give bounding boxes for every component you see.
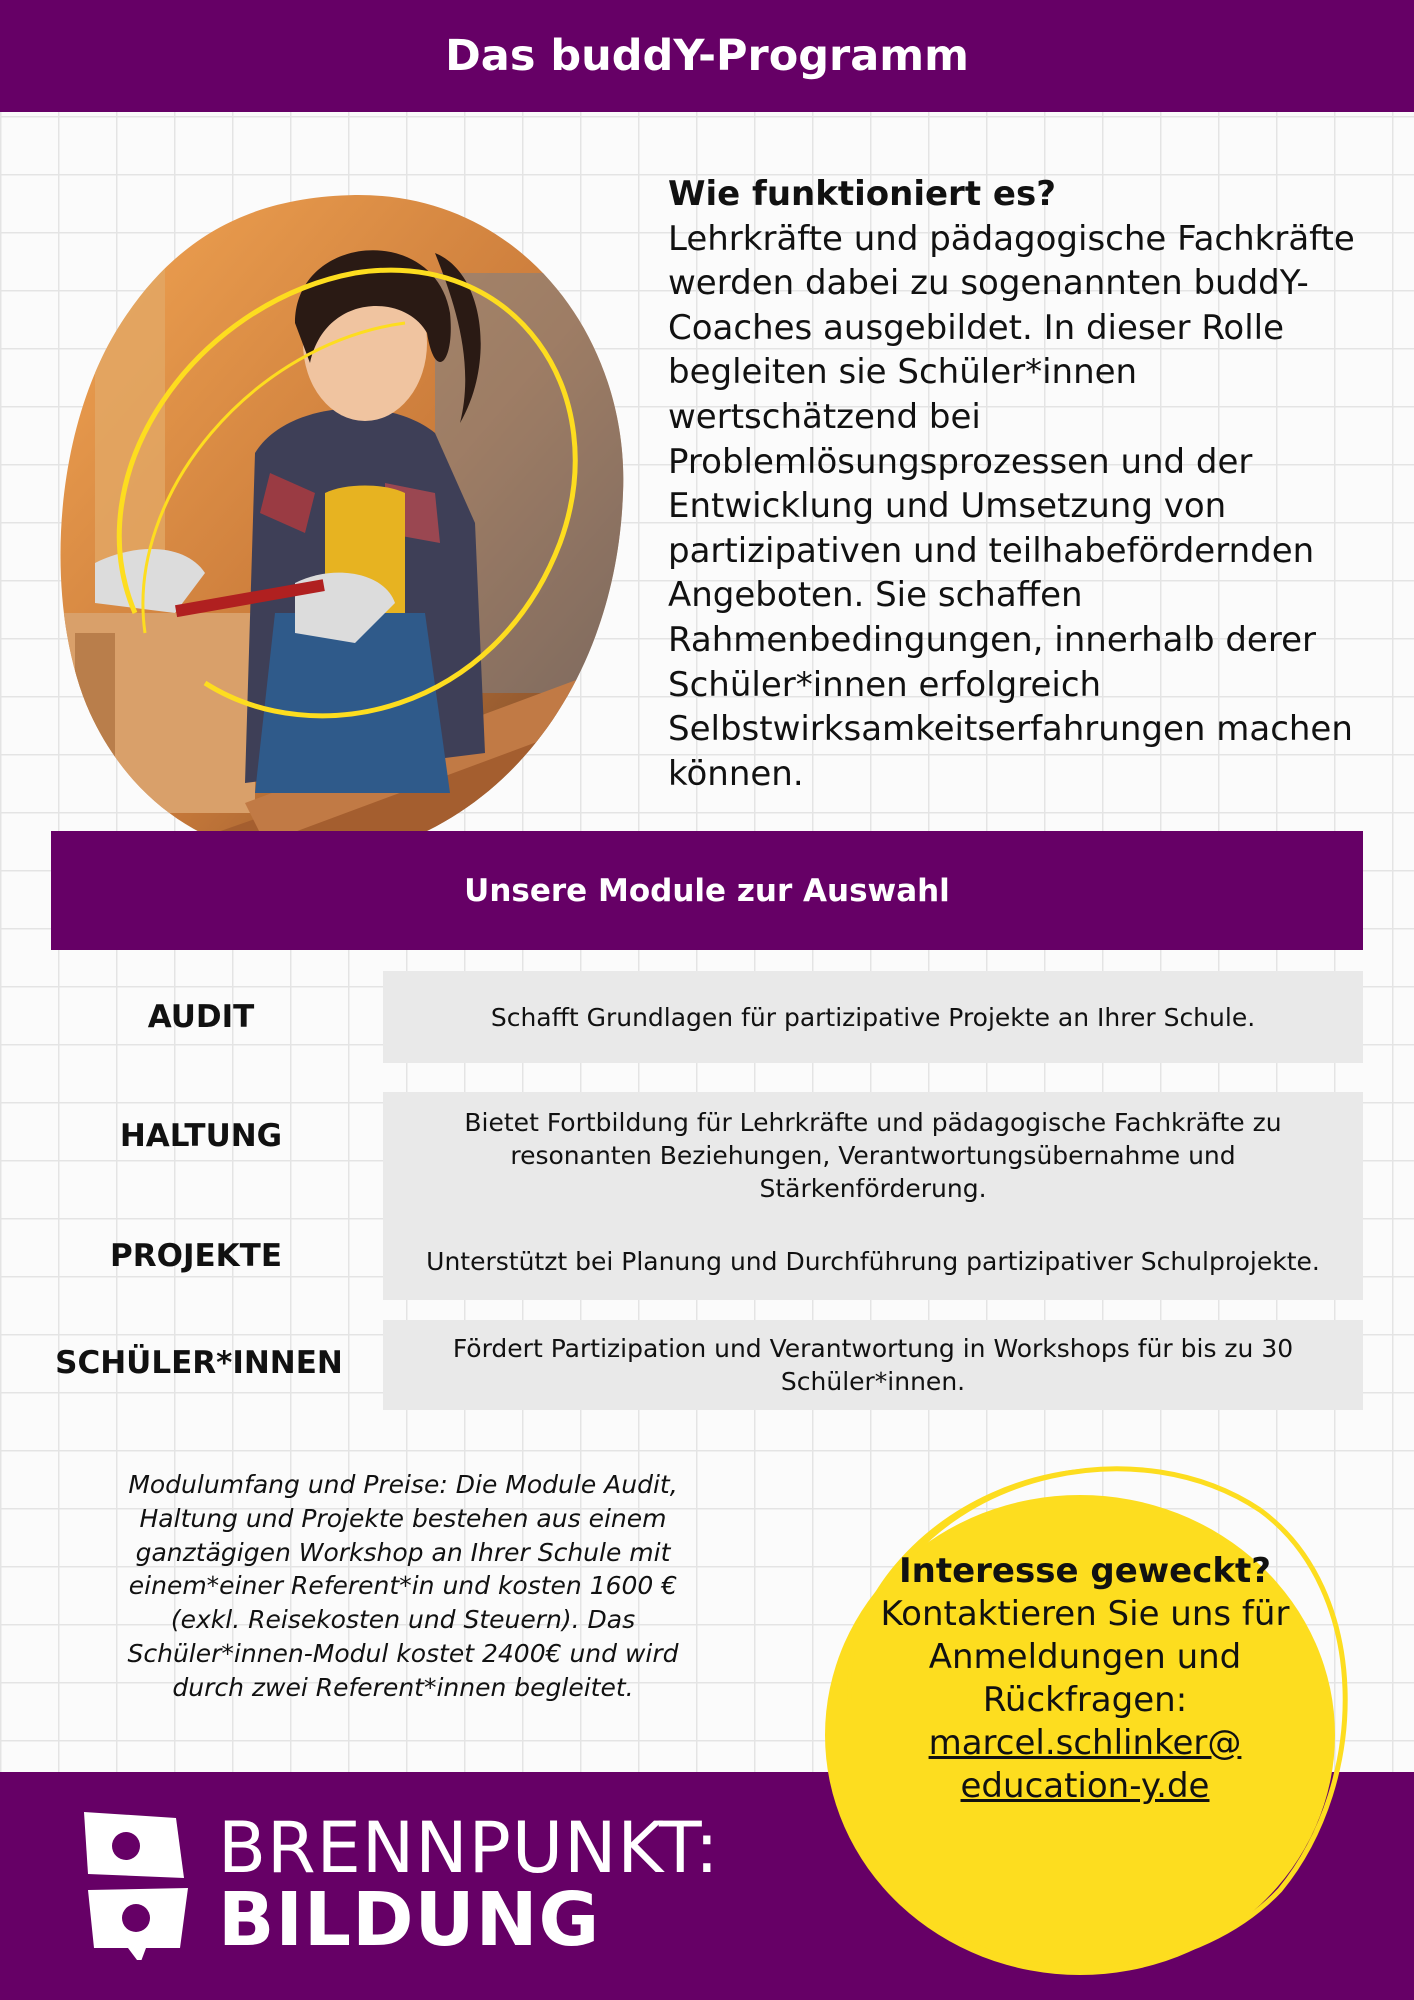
workshop-photo (55, 193, 627, 861)
contact-block (860, 1550, 1310, 1808)
brennpunkt-logo-icon (80, 1808, 192, 1960)
module-label-haltung: HALTUNG (119, 1118, 283, 1154)
intro-text-block (668, 172, 1368, 796)
module-description-schuelerinnen: Fördert Partizipation und Verantwortung in Workshops für bis zu 30 Schüler*innen. (383, 1320, 1363, 1410)
header-bar (0, 0, 1414, 112)
module-description-haltung: Bietet Fortbildung für Lehrkräfte und pädagogische Fachkräfte zu resonanten Beziehungen, Verantwortungsübernahme und Stärkenförderung. (383, 1092, 1363, 1300)
pricing-note: Modulumfang und Preise: Die Module Audit, Haltung und Projekte bestehen aus einem ganztägigen Workshop an Ihrer Schule mit einem*einer Referent*in und kosten 1600 € (exkl. Reisekosten und Steuern). Das Schüler*innen-Modul kostet 2400€ und wird durch zwei Referent*innen begleitet. (127, 1470, 679, 1702)
intro-text: Lehrkräfte und pädagogische Fachkräfte werden dabei zu sogenannten buddY-Coaches ausgebildet. In dieser Rolle begleiten sie Schüler*innen wertschätzend bei Problemlösungsprozessen und der Entwicklung und Umsetzung von partizipativen und teilhabefördernden Angeboten. Sie schaffen Rahmenbedingungen, innerhalb derer Schüler*innen erfolgreich Selbstwirksamkeitserfahrungen machen können. (668, 218, 1355, 794)
intro-question: Wie funktioniert es? (668, 174, 1056, 214)
contact-email-part1: marcel.schlinker@ (928, 1723, 1242, 1763)
module-description-projekte: Unterstützt bei Planung und Durchführung partizipativer Schulprojekte. (426, 1246, 1320, 1276)
modules-heading: Unsere Module zur Auswahl (464, 872, 950, 909)
contact-heading: Interesse geweckt? (899, 1551, 1271, 1591)
module-label-audit: AUDIT (147, 999, 255, 1035)
module-description-audit: Schafft Grundlagen für partizipative Projekte an Ihrer Schule. (383, 971, 1363, 1063)
module-label-projekte: PROJEKTE (110, 1238, 282, 1274)
page-title: Das buddY-Programm (445, 31, 969, 81)
contact-email-link[interactable] (929, 1723, 1242, 1806)
contact-text: Kontaktieren Sie uns für Anmeldungen und Rückfragen: (880, 1594, 1290, 1720)
brand-line-1: BRENNPUNKT: (218, 1807, 720, 1889)
modules-heading-band (51, 831, 1363, 950)
module-label-schuelerinnen: SCHÜLER*INNEN (55, 1345, 343, 1381)
brand-line-2: BILDUNG (218, 1877, 601, 1963)
contact-email-part2: education-y.de (960, 1766, 1210, 1806)
